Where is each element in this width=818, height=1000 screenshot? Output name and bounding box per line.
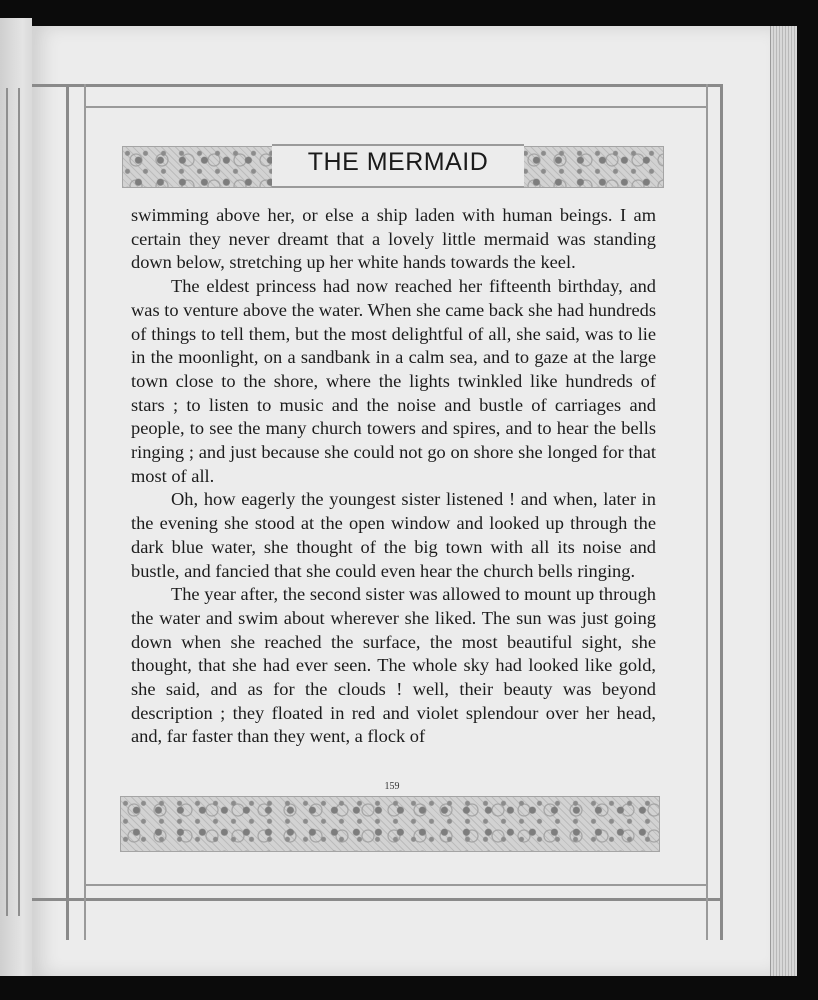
paragraph: The year after, the second sister was allowed to mount up through the water and swim about wherever she liked. The sun was just going down when she reached the surface, the most beautiful sight, she thought, that she had ever seen. The whole sky had looked like gold, she said, and as for the clouds ! well, their beauty was beyond description ; they floated in red and violet splendour over her head, and, far faster than they went, a flock of bbox=[131, 584, 656, 747]
frame-rule-inner-bottom bbox=[84, 884, 708, 886]
footer-ornament bbox=[120, 796, 660, 852]
frame-rule-left-outer bbox=[66, 84, 69, 940]
running-head-title: THE MERMAID bbox=[307, 148, 489, 176]
facing-page-edge bbox=[0, 18, 32, 976]
frame-rule-right-inner bbox=[706, 84, 708, 940]
page-block-edges bbox=[770, 26, 797, 976]
facing-page-rule bbox=[18, 88, 20, 916]
body-text bbox=[131, 204, 656, 749]
header-ornament-right bbox=[520, 146, 664, 188]
facing-page-rule bbox=[6, 88, 8, 916]
frame-rule-right-outer bbox=[720, 84, 723, 940]
frame-rule-inner-top bbox=[84, 106, 708, 108]
frame-rule-left-inner bbox=[84, 84, 86, 940]
paragraph: The eldest princess had now reached her fifteenth birthday, and was to venture above the water. When she came back she had hundreds of things to tell them, but the most delightful of all, she said, was to lie in the moonlight, on a sandbank in a calm sea, and to gaze at the large town close to the shore, where the lights twinkled like hundreds of stars ; to listen to music and the noise and bustle of carriages and people, to see the many church towers and spires, and to hear the bells ringing ; and just because she could not go on shore she longed for that most of all. bbox=[131, 276, 656, 486]
frame-rule-bottom bbox=[32, 898, 722, 901]
page-number: 159 bbox=[384, 781, 400, 792]
paragraph: Oh, how eagerly the youngest sister listened ! and when, later in the evening she stood at the open window and looked up through the dark blue water, she thought of the big town with all its noise and bustle, and fancied that she could even hear the church bells ringing. bbox=[131, 489, 656, 581]
book-page bbox=[32, 26, 772, 976]
header-ornament-left bbox=[122, 146, 278, 188]
frame-rule-top bbox=[32, 84, 722, 87]
paragraph: swimming above her, or else a ship laden with human beings. I am certain they never dreamt that a lovely little mermaid was standing down below, stretching up her white hands towards the keel. bbox=[131, 205, 656, 273]
